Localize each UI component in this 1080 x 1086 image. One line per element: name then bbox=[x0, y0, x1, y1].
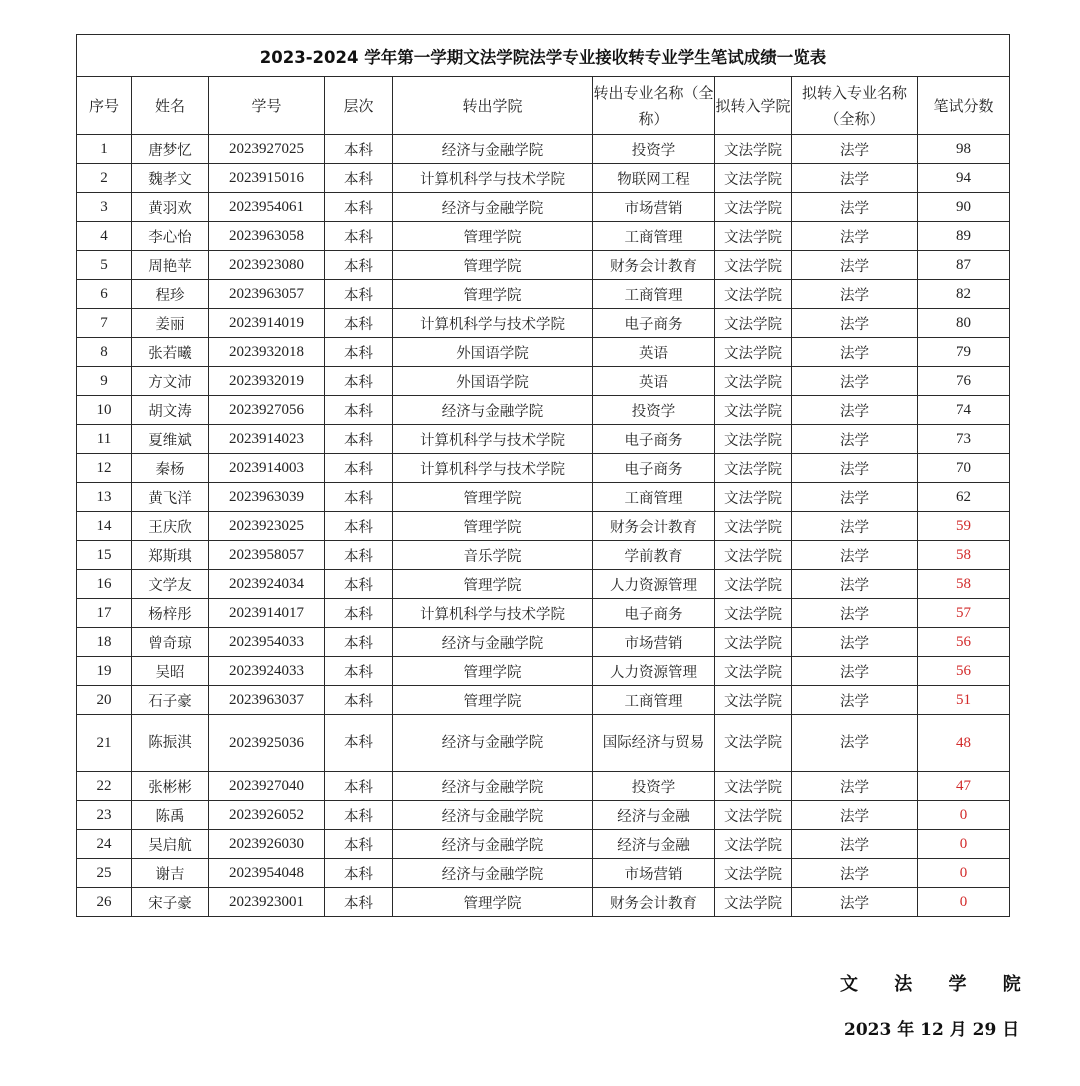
header-row bbox=[77, 77, 1010, 135]
col-header-seq: 序号 bbox=[77, 77, 132, 135]
cell-from-major: 财务会计教育 bbox=[593, 888, 715, 917]
cell-score: 87 bbox=[918, 251, 1010, 280]
cell-score: 76 bbox=[918, 367, 1010, 396]
cell-from-college: 经济与金融学院 bbox=[393, 772, 593, 801]
cell-name: 秦杨 bbox=[132, 454, 209, 483]
cell-name: 方文沛 bbox=[132, 367, 209, 396]
cell-score: 48 bbox=[918, 715, 1010, 772]
cell-level: 本科 bbox=[325, 135, 393, 164]
cell-student-id: 2023963057 bbox=[209, 280, 325, 309]
cell-score: 74 bbox=[918, 396, 1010, 425]
cell-level: 本科 bbox=[325, 628, 393, 657]
cell-from-college: 管理学院 bbox=[393, 888, 593, 917]
cell-from-college: 经济与金融学院 bbox=[393, 135, 593, 164]
cell-from-major: 电子商务 bbox=[593, 309, 715, 338]
cell-score: 90 bbox=[918, 193, 1010, 222]
cell-from-major: 物联网工程 bbox=[593, 164, 715, 193]
cell-seq: 6 bbox=[77, 280, 132, 309]
cell-student-id: 2023924034 bbox=[209, 570, 325, 599]
cell-to-college: 文法学院 bbox=[715, 541, 792, 570]
cell-to-college: 文法学院 bbox=[715, 888, 792, 917]
cell-from-college: 计算机科学与技术学院 bbox=[393, 425, 593, 454]
cell-score: 70 bbox=[918, 454, 1010, 483]
cell-from-college: 经济与金融学院 bbox=[393, 396, 593, 425]
table-row bbox=[77, 541, 1010, 570]
cell-name: 吴昭 bbox=[132, 657, 209, 686]
cell-student-id: 2023963058 bbox=[209, 222, 325, 251]
table-row bbox=[77, 570, 1010, 599]
cell-from-major: 投资学 bbox=[593, 135, 715, 164]
cell-from-major: 财务会计教育 bbox=[593, 512, 715, 541]
cell-seq: 1 bbox=[77, 135, 132, 164]
cell-from-college: 经济与金融学院 bbox=[393, 193, 593, 222]
cell-to-college: 文法学院 bbox=[715, 483, 792, 512]
cell-level: 本科 bbox=[325, 888, 393, 917]
table-row bbox=[77, 454, 1010, 483]
cell-score: 0 bbox=[918, 830, 1010, 859]
cell-from-major: 工商管理 bbox=[593, 686, 715, 715]
cell-seq: 24 bbox=[77, 830, 132, 859]
cell-to-college: 文法学院 bbox=[715, 859, 792, 888]
col-header-level: 层次 bbox=[325, 77, 393, 135]
cell-from-college: 经济与金融学院 bbox=[393, 801, 593, 830]
cell-to-college: 文法学院 bbox=[715, 801, 792, 830]
cell-seq: 8 bbox=[77, 338, 132, 367]
cell-level: 本科 bbox=[325, 570, 393, 599]
cell-from-college: 音乐学院 bbox=[393, 541, 593, 570]
cell-name: 黄羽欢 bbox=[132, 193, 209, 222]
cell-student-id: 2023914019 bbox=[209, 309, 325, 338]
cell-level: 本科 bbox=[325, 801, 393, 830]
cell-level: 本科 bbox=[325, 772, 393, 801]
cell-seq: 3 bbox=[77, 193, 132, 222]
cell-level: 本科 bbox=[325, 425, 393, 454]
cell-from-college: 计算机科学与技术学院 bbox=[393, 309, 593, 338]
cell-name: 郑斯琪 bbox=[132, 541, 209, 570]
cell-name: 杨梓彤 bbox=[132, 599, 209, 628]
cell-from-major: 国际经济与贸易 bbox=[593, 715, 715, 772]
cell-level: 本科 bbox=[325, 541, 393, 570]
signature-organization: 文 法 学 院 bbox=[840, 974, 1036, 995]
cell-seq: 11 bbox=[77, 425, 132, 454]
table-body bbox=[77, 135, 1010, 917]
cell-student-id: 2023914003 bbox=[209, 454, 325, 483]
cell-from-major: 学前教育 bbox=[593, 541, 715, 570]
cell-name: 张若曦 bbox=[132, 338, 209, 367]
cell-from-college: 管理学院 bbox=[393, 222, 593, 251]
cell-to-college: 文法学院 bbox=[715, 222, 792, 251]
cell-seq: 15 bbox=[77, 541, 132, 570]
cell-to-college: 文法学院 bbox=[715, 715, 792, 772]
cell-score: 0 bbox=[918, 859, 1010, 888]
cell-level: 本科 bbox=[325, 657, 393, 686]
cell-student-id: 2023914023 bbox=[209, 425, 325, 454]
cell-to-college: 文法学院 bbox=[715, 193, 792, 222]
cell-from-college: 外国语学院 bbox=[393, 367, 593, 396]
cell-score: 0 bbox=[918, 888, 1010, 917]
cell-to-major: 法学 bbox=[792, 483, 918, 512]
cell-name: 王庆欣 bbox=[132, 512, 209, 541]
cell-to-major: 法学 bbox=[792, 164, 918, 193]
cell-from-college: 管理学院 bbox=[393, 483, 593, 512]
cell-seq: 26 bbox=[77, 888, 132, 917]
cell-name: 张彬彬 bbox=[132, 772, 209, 801]
cell-score: 98 bbox=[918, 135, 1010, 164]
cell-to-college: 文法学院 bbox=[715, 135, 792, 164]
cell-to-major: 法学 bbox=[792, 541, 918, 570]
cell-to-major: 法学 bbox=[792, 657, 918, 686]
cell-to-college: 文法学院 bbox=[715, 280, 792, 309]
cell-student-id: 2023914017 bbox=[209, 599, 325, 628]
table-row bbox=[77, 657, 1010, 686]
cell-student-id: 2023926052 bbox=[209, 801, 325, 830]
table-row bbox=[77, 425, 1010, 454]
cell-from-college: 计算机科学与技术学院 bbox=[393, 164, 593, 193]
cell-seq: 17 bbox=[77, 599, 132, 628]
cell-from-major: 工商管理 bbox=[593, 483, 715, 512]
cell-level: 本科 bbox=[325, 715, 393, 772]
cell-to-major: 法学 bbox=[792, 715, 918, 772]
cell-level: 本科 bbox=[325, 222, 393, 251]
cell-to-major: 法学 bbox=[792, 772, 918, 801]
cell-from-college: 管理学院 bbox=[393, 686, 593, 715]
cell-from-major: 英语 bbox=[593, 338, 715, 367]
cell-to-major: 法学 bbox=[792, 425, 918, 454]
cell-seq: 13 bbox=[77, 483, 132, 512]
cell-from-college: 经济与金融学院 bbox=[393, 859, 593, 888]
cell-to-major: 法学 bbox=[792, 338, 918, 367]
cell-student-id: 2023954048 bbox=[209, 859, 325, 888]
cell-name: 曾奇琼 bbox=[132, 628, 209, 657]
table-row bbox=[77, 483, 1010, 512]
cell-score: 94 bbox=[918, 164, 1010, 193]
cell-name: 魏孝文 bbox=[132, 164, 209, 193]
cell-level: 本科 bbox=[325, 338, 393, 367]
cell-student-id: 2023915016 bbox=[209, 164, 325, 193]
cell-from-major: 电子商务 bbox=[593, 599, 715, 628]
table-row bbox=[77, 628, 1010, 657]
cell-student-id: 2023923001 bbox=[209, 888, 325, 917]
cell-name: 唐梦忆 bbox=[132, 135, 209, 164]
cell-to-major: 法学 bbox=[792, 888, 918, 917]
cell-from-major: 电子商务 bbox=[593, 425, 715, 454]
table-row bbox=[77, 222, 1010, 251]
cell-from-major: 工商管理 bbox=[593, 280, 715, 309]
cell-to-college: 文法学院 bbox=[715, 454, 792, 483]
cell-from-major: 投资学 bbox=[593, 396, 715, 425]
cell-seq: 5 bbox=[77, 251, 132, 280]
table-row bbox=[77, 135, 1010, 164]
col-header-student-id: 学号 bbox=[209, 77, 325, 135]
cell-to-college: 文法学院 bbox=[715, 251, 792, 280]
cell-to-major: 法学 bbox=[792, 309, 918, 338]
table-row bbox=[77, 715, 1010, 772]
table-row bbox=[77, 801, 1010, 830]
cell-student-id: 2023923025 bbox=[209, 512, 325, 541]
cell-to-college: 文法学院 bbox=[715, 164, 792, 193]
cell-from-major: 财务会计教育 bbox=[593, 251, 715, 280]
cell-to-college: 文法学院 bbox=[715, 309, 792, 338]
cell-name: 胡文涛 bbox=[132, 396, 209, 425]
cell-student-id: 2023932018 bbox=[209, 338, 325, 367]
cell-name: 陈振淇 bbox=[132, 715, 209, 772]
cell-name: 李心怡 bbox=[132, 222, 209, 251]
cell-from-major: 工商管理 bbox=[593, 222, 715, 251]
cell-from-college: 经济与金融学院 bbox=[393, 830, 593, 859]
cell-seq: 10 bbox=[77, 396, 132, 425]
col-header-to-college: 拟转入学院 bbox=[715, 77, 792, 135]
cell-to-college: 文法学院 bbox=[715, 338, 792, 367]
cell-name: 文学友 bbox=[132, 570, 209, 599]
cell-level: 本科 bbox=[325, 830, 393, 859]
table-row bbox=[77, 251, 1010, 280]
cell-student-id: 2023927056 bbox=[209, 396, 325, 425]
cell-from-major: 市场营销 bbox=[593, 628, 715, 657]
cell-student-id: 2023954061 bbox=[209, 193, 325, 222]
cell-to-college: 文法学院 bbox=[715, 512, 792, 541]
cell-level: 本科 bbox=[325, 193, 393, 222]
cell-from-college: 管理学院 bbox=[393, 251, 593, 280]
cell-name: 陈禹 bbox=[132, 801, 209, 830]
cell-to-college: 文法学院 bbox=[715, 628, 792, 657]
cell-name: 吴启航 bbox=[132, 830, 209, 859]
table-row bbox=[77, 512, 1010, 541]
cell-to-college: 文法学院 bbox=[715, 570, 792, 599]
cell-seq: 22 bbox=[77, 772, 132, 801]
cell-from-major: 经济与金融 bbox=[593, 801, 715, 830]
cell-score: 58 bbox=[918, 570, 1010, 599]
cell-level: 本科 bbox=[325, 454, 393, 483]
cell-student-id: 2023927040 bbox=[209, 772, 325, 801]
cell-score: 56 bbox=[918, 657, 1010, 686]
cell-from-major: 市场营销 bbox=[593, 193, 715, 222]
cell-to-college: 文法学院 bbox=[715, 599, 792, 628]
cell-student-id: 2023954033 bbox=[209, 628, 325, 657]
cell-from-college: 外国语学院 bbox=[393, 338, 593, 367]
cell-from-college: 管理学院 bbox=[393, 657, 593, 686]
cell-seq: 19 bbox=[77, 657, 132, 686]
col-header-from-college: 转出学院 bbox=[393, 77, 593, 135]
cell-name: 谢吉 bbox=[132, 859, 209, 888]
col-header-score: 笔试分数 bbox=[918, 77, 1010, 135]
signature-date: 2023 年 12 月 29 日 bbox=[844, 1020, 1020, 1040]
cell-from-major: 投资学 bbox=[593, 772, 715, 801]
table-row bbox=[77, 599, 1010, 628]
cell-to-major: 法学 bbox=[792, 859, 918, 888]
cell-student-id: 2023923080 bbox=[209, 251, 325, 280]
cell-to-college: 文法学院 bbox=[715, 396, 792, 425]
table-row bbox=[77, 772, 1010, 801]
table-row bbox=[77, 309, 1010, 338]
cell-to-major: 法学 bbox=[792, 628, 918, 657]
cell-from-major: 电子商务 bbox=[593, 454, 715, 483]
table-row bbox=[77, 888, 1010, 917]
cell-from-college: 管理学院 bbox=[393, 512, 593, 541]
cell-seq: 25 bbox=[77, 859, 132, 888]
col-header-name: 姓名 bbox=[132, 77, 209, 135]
cell-from-college: 管理学院 bbox=[393, 570, 593, 599]
cell-seq: 20 bbox=[77, 686, 132, 715]
cell-seq: 9 bbox=[77, 367, 132, 396]
cell-to-college: 文法学院 bbox=[715, 830, 792, 859]
table-row bbox=[77, 859, 1010, 888]
cell-student-id: 2023927025 bbox=[209, 135, 325, 164]
cell-level: 本科 bbox=[325, 483, 393, 512]
cell-to-major: 法学 bbox=[792, 280, 918, 309]
cell-score: 59 bbox=[918, 512, 1010, 541]
cell-from-major: 英语 bbox=[593, 367, 715, 396]
cell-seq: 18 bbox=[77, 628, 132, 657]
cell-student-id: 2023926030 bbox=[209, 830, 325, 859]
table-row bbox=[77, 164, 1010, 193]
col-header-from-major: 转出专业名称（全称） bbox=[593, 77, 715, 135]
cell-seq: 23 bbox=[77, 801, 132, 830]
cell-to-major: 法学 bbox=[792, 367, 918, 396]
cell-to-major: 法学 bbox=[792, 251, 918, 280]
cell-student-id: 2023932019 bbox=[209, 367, 325, 396]
cell-level: 本科 bbox=[325, 396, 393, 425]
cell-to-major: 法学 bbox=[792, 512, 918, 541]
cell-seq: 12 bbox=[77, 454, 132, 483]
cell-score: 80 bbox=[918, 309, 1010, 338]
cell-score: 51 bbox=[918, 686, 1010, 715]
cell-score: 79 bbox=[918, 338, 1010, 367]
cell-seq: 7 bbox=[77, 309, 132, 338]
cell-level: 本科 bbox=[325, 512, 393, 541]
cell-name: 黄飞洋 bbox=[132, 483, 209, 512]
cell-name: 程珍 bbox=[132, 280, 209, 309]
cell-level: 本科 bbox=[325, 164, 393, 193]
cell-to-major: 法学 bbox=[792, 570, 918, 599]
cell-seq: 14 bbox=[77, 512, 132, 541]
cell-student-id: 2023963039 bbox=[209, 483, 325, 512]
cell-level: 本科 bbox=[325, 599, 393, 628]
cell-level: 本科 bbox=[325, 309, 393, 338]
cell-to-college: 文法学院 bbox=[715, 686, 792, 715]
cell-student-id: 2023958057 bbox=[209, 541, 325, 570]
cell-to-major: 法学 bbox=[792, 599, 918, 628]
cell-name: 夏维斌 bbox=[132, 425, 209, 454]
cell-to-major: 法学 bbox=[792, 801, 918, 830]
cell-score: 0 bbox=[918, 801, 1010, 830]
cell-score: 73 bbox=[918, 425, 1010, 454]
cell-name: 周艳苹 bbox=[132, 251, 209, 280]
cell-to-college: 文法学院 bbox=[715, 657, 792, 686]
table-row bbox=[77, 367, 1010, 396]
table-row bbox=[77, 193, 1010, 222]
cell-name: 姜丽 bbox=[132, 309, 209, 338]
cell-from-college: 管理学院 bbox=[393, 280, 593, 309]
cell-name: 宋子豪 bbox=[132, 888, 209, 917]
score-table bbox=[76, 34, 1010, 917]
table-row bbox=[77, 280, 1010, 309]
cell-to-college: 文法学院 bbox=[715, 367, 792, 396]
table-row bbox=[77, 686, 1010, 715]
cell-student-id: 2023963037 bbox=[209, 686, 325, 715]
cell-level: 本科 bbox=[325, 686, 393, 715]
cell-to-major: 法学 bbox=[792, 222, 918, 251]
cell-from-college: 经济与金融学院 bbox=[393, 715, 593, 772]
cell-from-major: 人力资源管理 bbox=[593, 657, 715, 686]
cell-score: 56 bbox=[918, 628, 1010, 657]
cell-to-major: 法学 bbox=[792, 396, 918, 425]
cell-name: 石子豪 bbox=[132, 686, 209, 715]
cell-score: 62 bbox=[918, 483, 1010, 512]
cell-from-major: 人力资源管理 bbox=[593, 570, 715, 599]
cell-to-college: 文法学院 bbox=[715, 772, 792, 801]
cell-to-major: 法学 bbox=[792, 830, 918, 859]
cell-score: 58 bbox=[918, 541, 1010, 570]
cell-from-major: 市场营销 bbox=[593, 859, 715, 888]
cell-level: 本科 bbox=[325, 367, 393, 396]
cell-level: 本科 bbox=[325, 859, 393, 888]
cell-seq: 2 bbox=[77, 164, 132, 193]
cell-to-major: 法学 bbox=[792, 193, 918, 222]
table-row bbox=[77, 396, 1010, 425]
cell-from-major: 经济与金融 bbox=[593, 830, 715, 859]
cell-student-id: 2023925036 bbox=[209, 715, 325, 772]
table-row bbox=[77, 830, 1010, 859]
cell-seq: 16 bbox=[77, 570, 132, 599]
cell-from-college: 经济与金融学院 bbox=[393, 628, 593, 657]
cell-score: 57 bbox=[918, 599, 1010, 628]
cell-seq: 4 bbox=[77, 222, 132, 251]
cell-seq: 21 bbox=[77, 715, 132, 772]
cell-to-major: 法学 bbox=[792, 135, 918, 164]
table-title: 2023-2024 学年第一学期文法学院法学专业接收转专业学生笔试成绩一览表 bbox=[77, 35, 1010, 77]
cell-score: 89 bbox=[918, 222, 1010, 251]
cell-score: 47 bbox=[918, 772, 1010, 801]
cell-to-major: 法学 bbox=[792, 454, 918, 483]
cell-from-college: 计算机科学与技术学院 bbox=[393, 454, 593, 483]
cell-to-college: 文法学院 bbox=[715, 425, 792, 454]
cell-to-major: 法学 bbox=[792, 686, 918, 715]
cell-from-college: 计算机科学与技术学院 bbox=[393, 599, 593, 628]
col-header-to-major: 拟转入专业名称（全称） bbox=[792, 77, 918, 135]
cell-level: 本科 bbox=[325, 280, 393, 309]
cell-level: 本科 bbox=[325, 251, 393, 280]
cell-score: 82 bbox=[918, 280, 1010, 309]
table-row bbox=[77, 338, 1010, 367]
cell-student-id: 2023924033 bbox=[209, 657, 325, 686]
